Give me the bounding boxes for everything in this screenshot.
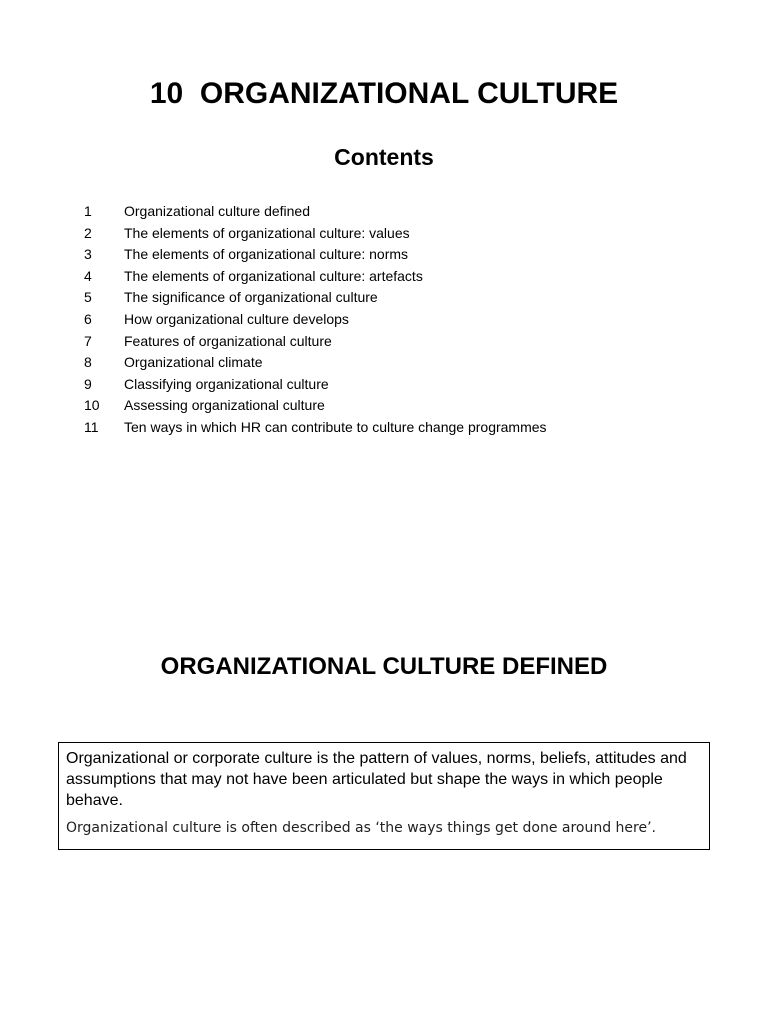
toc-item-title: How organizational culture develops xyxy=(124,310,349,327)
toc-item-number: 11 xyxy=(84,418,99,435)
toc-item-title: Features of organizational culture xyxy=(124,332,332,349)
toc-item xyxy=(84,417,724,439)
toc-item-number: 5 xyxy=(84,289,92,306)
toc-item-number: 1 xyxy=(84,203,92,219)
toc-item xyxy=(84,266,724,288)
toc-item-number: 7 xyxy=(84,332,92,349)
section-heading: ORGANIZATIONAL CULTURE DEFINED xyxy=(160,652,608,680)
toc-item xyxy=(84,287,724,309)
toc-item-title: Classifying organizational culture xyxy=(124,375,329,392)
toc-item-number: 2 xyxy=(84,224,92,241)
definition-note: Organizational culture is often described as ‘the ways things get done around here’. xyxy=(66,820,657,836)
toc-item xyxy=(84,374,724,396)
toc-item-title: The elements of organizational culture: norms xyxy=(124,246,409,263)
contents-heading: Contents xyxy=(334,144,434,171)
toc-item-title: The elements of organizational culture: artefacts xyxy=(124,267,423,284)
toc-item-number: 8 xyxy=(84,354,92,371)
toc-item-number: 10 xyxy=(84,397,100,414)
toc-item xyxy=(84,352,724,374)
definition-box xyxy=(58,742,710,850)
definition-text: Organizational or corporate culture is the pattern of values, norms, beliefs, attitudes and assumptions that may not have been articulated but shape the ways in which people behave. xyxy=(66,750,687,809)
toc-item xyxy=(84,223,724,245)
toc-item-title: Ten ways in which HR can contribute to culture change programmes xyxy=(124,418,547,435)
toc-item-number: 4 xyxy=(84,267,92,284)
toc-item-number: 6 xyxy=(84,310,92,327)
toc-item xyxy=(84,201,724,223)
toc-item-number: 9 xyxy=(84,375,92,392)
toc-item-title: Organizational climate xyxy=(124,354,263,371)
table-of-contents xyxy=(84,201,724,439)
chapter-title: 10 ORGANIZATIONAL CULTURE xyxy=(149,77,619,111)
toc-item xyxy=(84,395,724,417)
toc-item-title: The elements of organizational culture: values xyxy=(124,224,410,241)
toc-item xyxy=(84,331,724,353)
toc-item-title: The significance of organizational culture xyxy=(124,289,378,306)
toc-item-number: 3 xyxy=(84,246,92,263)
toc-item-title: Organizational culture defined xyxy=(124,203,311,219)
toc-item xyxy=(84,244,724,266)
toc-item-title: Assessing organizational culture xyxy=(124,397,325,414)
toc-item xyxy=(84,309,724,331)
